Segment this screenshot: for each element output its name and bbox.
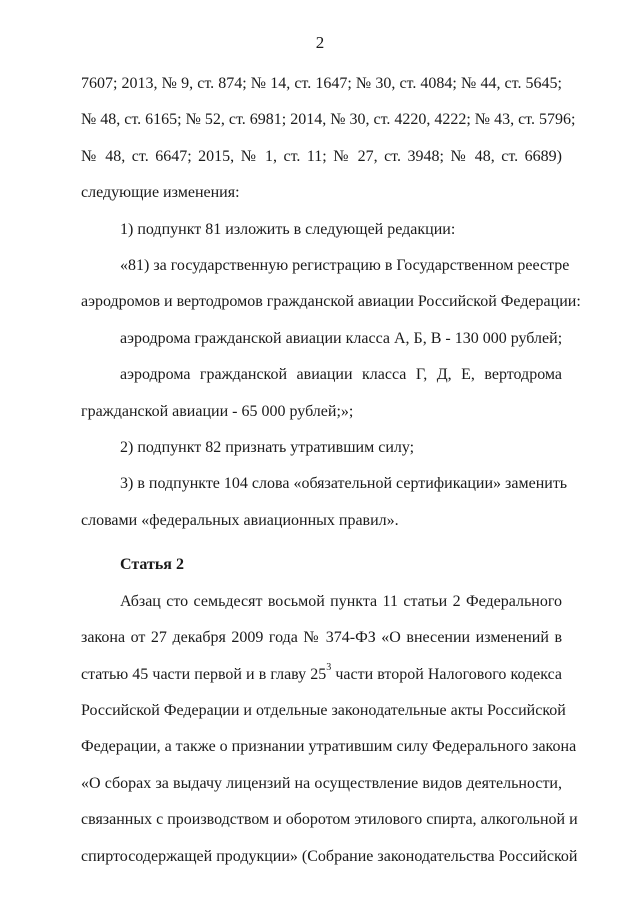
text-line: закона от 27 декабря 2009 года № 374-ФЗ «О внесении изменений в bbox=[81, 629, 562, 647]
text-line: следующие изменения: bbox=[81, 184, 240, 202]
text-line: связанных с производством и оборотом этилового спирта, алкогольной и bbox=[81, 811, 578, 829]
text-line: «81) за государственную регистрацию в Государственном реестре bbox=[120, 257, 570, 275]
text-line: словами «федеральных авиационных правил». bbox=[81, 511, 399, 529]
document-body bbox=[81, 66, 581, 875]
aerodrome-class-abv-fee: аэродрома гражданской авиации класса А, Б, В - 130 000 рублей; bbox=[120, 329, 563, 347]
superscript: 3 bbox=[326, 662, 332, 674]
text-line: «О сборах за выдачу лицензий на осуществление видов деятельности, bbox=[81, 774, 562, 792]
text-line: Абзац сто семьдесят восьмой пункта 11 статьи 2 Федерального bbox=[120, 592, 562, 610]
text-line: № 48, ст. 6165; № 52, ст. 6981; 2014, № 30, ст. 4220, 4222; № 43, ст. 5796; bbox=[81, 111, 576, 129]
amendment-item-3 bbox=[81, 466, 568, 539]
text-line: 3) в подпункте 104 слова «обязательной сертификации» заменить bbox=[120, 475, 568, 493]
amendment-item-2: 2) подпункт 82 признать утратившим силу; bbox=[120, 439, 415, 457]
text-line: № 48, ст. 6647; 2015, № 1, ст. 11; № 27, ст. 3948; № 48, ст. 6689) bbox=[81, 147, 562, 165]
text-fragment: статью 45 части первой и в главу 25 bbox=[81, 665, 327, 683]
text-line: спиртосодержащей продукции» (Собрание законодательства Российской bbox=[81, 847, 578, 865]
text-line: аэродрома гражданской авиации класса Г, Д, Е, вертодрома bbox=[120, 366, 562, 384]
text-line: гражданской авиации - 65 000 рублей;»; bbox=[81, 402, 354, 420]
aerodrome-class-gde-fee bbox=[81, 357, 562, 430]
text-line: Федерации, а также о признании утратившим силу Федерального закона bbox=[81, 738, 577, 756]
paragraph-continuation bbox=[81, 66, 576, 212]
amendment-item-1: 1) подпункт 81 изложить в следующей редакции: bbox=[120, 220, 456, 238]
page-number: 2 bbox=[315, 33, 325, 52]
quoted-subparagraph-81 bbox=[81, 248, 581, 321]
text-line: Российской Федерации и отдельные законодательные акты Российской bbox=[81, 701, 566, 719]
text-line: аэродромов и вертодромов гражданской авиации Российской Федерации: bbox=[81, 293, 581, 311]
article-2-paragraph bbox=[81, 584, 578, 875]
text-line bbox=[81, 657, 562, 693]
text-fragment: части второй Налогового кодекса bbox=[331, 665, 563, 683]
text-line: 7607; 2013, № 9, ст. 874; № 14, ст. 1647; № 30, ст. 4084; № 44, ст. 5645; bbox=[81, 75, 562, 92]
article-2-heading: Статья 2 bbox=[120, 556, 184, 574]
